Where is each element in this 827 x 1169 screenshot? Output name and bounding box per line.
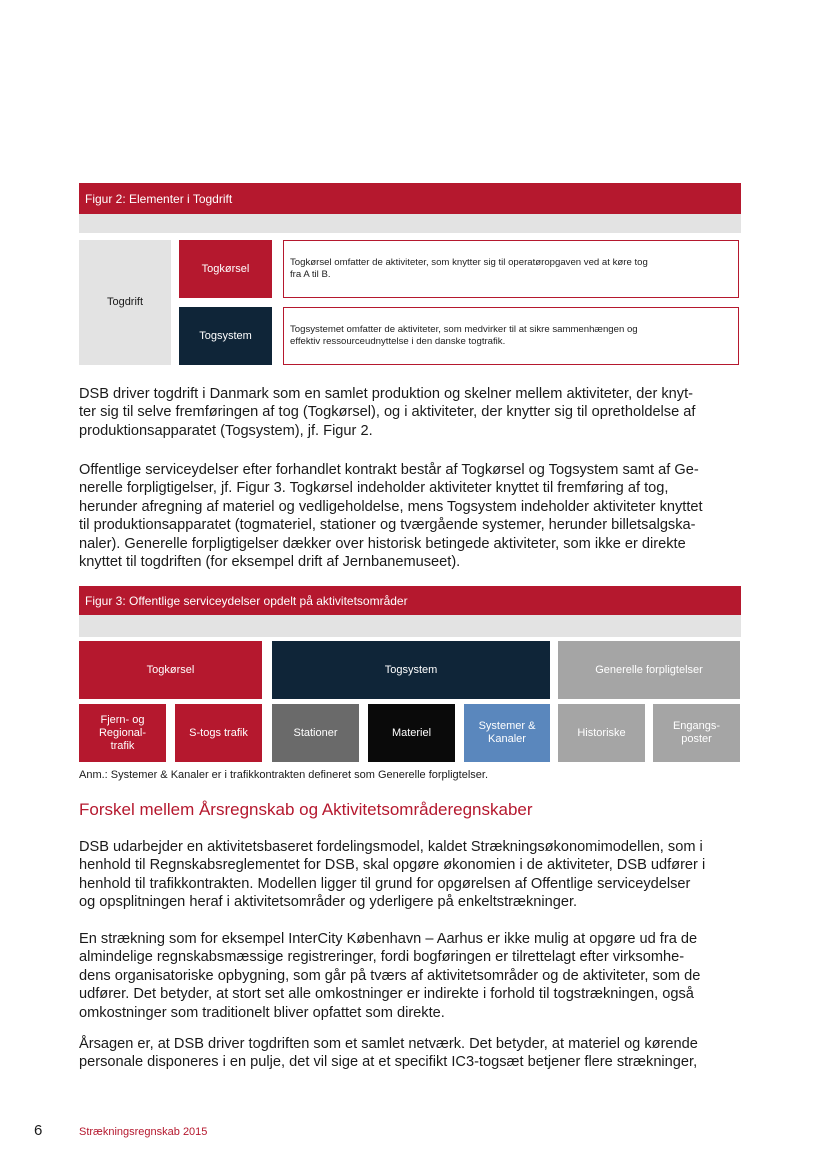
- figure3-stog-label: S-togs trafik: [189, 726, 248, 739]
- paragraph-5: [79, 1035, 741, 1072]
- figure2-togsystem-box: [179, 307, 272, 365]
- paragraph-3-line: henhold til trafikkontrakten. Modellen ligger til grund for opgørelsen af Offentlige serviceydelser: [79, 875, 691, 892]
- figure2-togsystem-label: Togsystem: [199, 329, 252, 342]
- page-number: 6: [34, 1122, 43, 1139]
- figure2-togsystem-desc-line2: effektiv ressourceudnyttelse i den danske togtrafik.: [290, 336, 506, 347]
- figure3-systemer-line1: Systemer &: [478, 720, 536, 732]
- figure3-engangs-line2: poster: [681, 733, 712, 745]
- paragraph-2-line: til produktionsapparatet (togmateriel, stationer og tværgående systemer, herunder billetsalgska-: [79, 517, 696, 534]
- figure3-note: Anm.: Systemer & Kanaler er i trafikkontrakten defineret som Generelle forpligtelser.: [79, 769, 489, 781]
- figure2-togkorsel-desc-line1: Togkørsel omfatter de aktiviteter, som knytter sig til operatøropgaven ved at køre tog: [290, 257, 648, 268]
- paragraph-2-line: herunder afregning af materiel og vedligeholdelse, mens Togsystem indeholder aktiviteter knyttet: [79, 498, 703, 515]
- figure3-togsystem-label: Togsystem: [384, 663, 438, 676]
- figure2-title-text: Figur 2: Elementer i Togdrift: [85, 191, 233, 206]
- figure3-togsystem-box: [272, 641, 550, 699]
- section-heading: Forskel mellem Årsregnskab og Aktivitetsområderegnskaber: [79, 800, 533, 819]
- paragraph-5-line: Årsagen er, at DSB driver togdriften som et samlet netværk. Det betyder, at materiel og kørende: [79, 1036, 698, 1052]
- figure3-fjern-line2: Regional-: [98, 726, 147, 739]
- figure3-systemer-box: [464, 704, 550, 762]
- figure3-band: [79, 615, 741, 637]
- figure3-title-text: Figur 3: Offentlige serviceydelser opdelt på aktivitetsområder: [85, 593, 408, 608]
- paragraph-4-line: almindelige regnskabsmæssige registreringer, fordi bogføringen er tilrettelagt efter virksomhe-: [79, 949, 685, 966]
- figure3-historiske-label: Historiske: [577, 726, 626, 739]
- paragraph-1-line: ter sig til selve fremføringen af tog (Togkørsel), og i aktiviteter, der knytter sig til opretholdelse af: [79, 404, 696, 421]
- figure3-engangs-box: [653, 704, 740, 762]
- figure2-togkorsel-desc-line2: fra A til B.: [290, 269, 331, 280]
- figure2-band: [79, 214, 741, 233]
- paragraph-4-line: omkostninger som traditionelt bliver opfattet som direkte.: [79, 1004, 445, 1021]
- figure2-root-box: [79, 240, 171, 365]
- paragraph-3-line: henhold til Regnskabsreglementet for DSB, skal opgøre økonomien i de aktiviteter, DSB udfører i: [79, 857, 706, 874]
- figure2-title: [79, 183, 741, 214]
- figure3-materiel-label: Materiel: [391, 726, 432, 739]
- figure2-togkorsel-box: [179, 240, 272, 298]
- figure3-historiske-box: [558, 704, 645, 762]
- figure3-togkorsel-box: [79, 641, 262, 699]
- figure2-togsystem-desc: [283, 307, 739, 365]
- figure3-generelle-label: Generelle forpligtelser: [595, 663, 703, 676]
- figure2-togkorsel-label: Togkørsel: [201, 262, 250, 275]
- figure2-root-label: Togdrift: [106, 296, 144, 308]
- paragraph-2-line: naler). Generelle forpligtigelser dækker over historisk betingede aktiviteter, som ikke er direkte: [79, 535, 686, 552]
- paragraph-3-line: DSB udarbejder en aktivitetsbaseret fordelingsmodel, kaldet Strækningsøkonomimodellen, som i: [79, 839, 703, 855]
- paragraph-2: [79, 461, 741, 571]
- paragraph-1-line: DSB driver togdrift i Danmark som en samlet produktion og skelner mellem aktiviteter, der knyt-: [79, 386, 693, 402]
- figure3-title: [79, 586, 741, 615]
- footer-title: Strækningsregnskab 2015: [79, 1126, 208, 1138]
- paragraph-3: [79, 838, 741, 912]
- paragraph-3-line: og opsplitningen heraf i aktivitetsområder og yderligere på enkeltstrækninger.: [79, 894, 578, 911]
- paragraph-2-line: nerelle forpligtigelser, jf. Figur 3. Togkørsel indeholder aktiviteter knyttet til fremføring af tog,: [79, 480, 669, 497]
- paragraph-1-line: produktionsapparatet (Togsystem), jf. Figur 2.: [79, 422, 373, 439]
- figure3-materiel-box: [368, 704, 455, 762]
- paragraph-4-line: En strækning som for eksempel InterCity København – Aarhus er ikke mulig at opgøre ud fra de: [79, 931, 698, 947]
- figure3-fjern-line3: trafik: [110, 739, 135, 752]
- figure3-togkorsel-label: Togkørsel: [146, 663, 195, 676]
- figure3-systemer-line2: Kanaler: [488, 733, 526, 745]
- paragraph-4-line: dens organisatoriske opbygning, som går på tværs af aktivitetsområder og de aktiviteter, som de: [79, 967, 701, 984]
- figure3-stationer-label: Stationer: [293, 726, 338, 739]
- paragraph-5-line: personale disponeres i en pulje, det vil sige at et specifikt IC3-togsæt betjener flere strækninger,: [79, 1054, 698, 1071]
- figure2-togkorsel-desc: [283, 240, 739, 298]
- paragraph-2-line: knyttet til togdriften (for eksempel drift af Jernbanemuseet).: [79, 554, 461, 571]
- figure3-generelle-box: [558, 641, 740, 699]
- figure3-stationer-box: [272, 704, 359, 762]
- paragraph-4-line: udfører. Det betyder, at stort set alle omkostninger er indirekte i forhold til togstrækningen, også: [79, 986, 694, 1003]
- figure3-fjern-line1: Fjern- og: [100, 713, 145, 726]
- figure3-stog-box: [175, 704, 262, 762]
- paragraph-4: [79, 930, 741, 1022]
- paragraph-1: [79, 385, 741, 440]
- figure2-togsystem-desc-line1: Togsystemet omfatter de aktiviteter, som medvirker til at sikre sammenhængen og: [290, 324, 638, 335]
- figure3-fjern-regional-box: [79, 704, 166, 762]
- figure3-engangs-line1: Engangs-: [672, 720, 721, 732]
- paragraph-2-line: Offentlige serviceydelser efter forhandlet kontrakt består af Togkørsel og Togsystem samt af Ge-: [79, 462, 699, 478]
